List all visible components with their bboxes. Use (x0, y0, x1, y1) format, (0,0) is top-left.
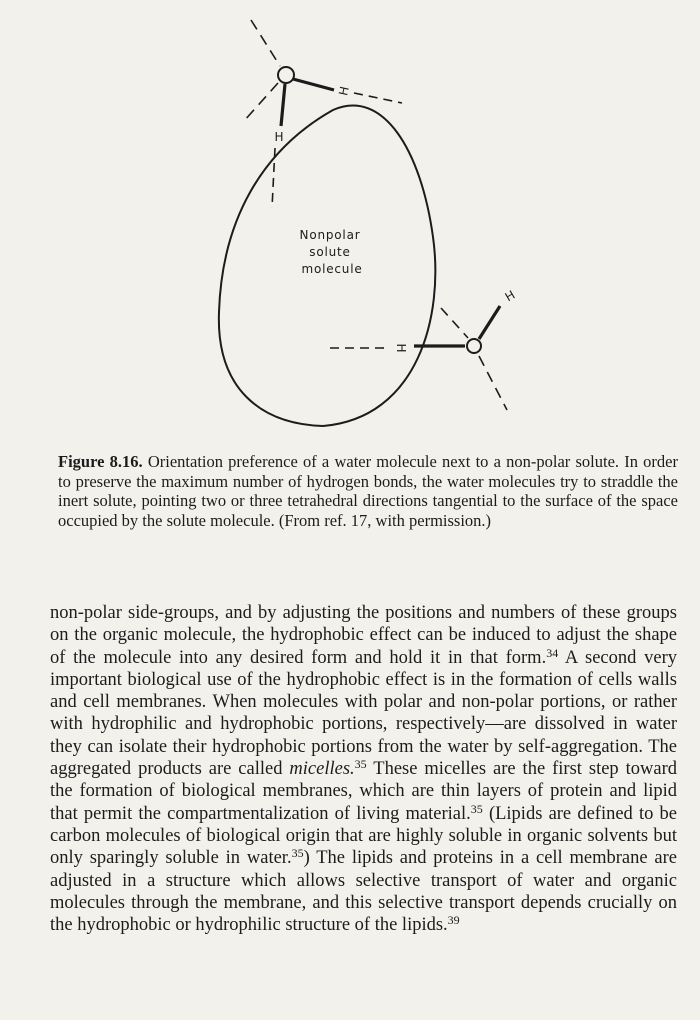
reference-mark: 35 (470, 801, 483, 816)
h-atom-label: H (394, 343, 408, 353)
body-text-2: A second very important biological use of the hydrophobic effect is in the formation of cells walls and cell membranes. When molecules with polar and non-polar portions, or rather with hydrophilic and hydrophobic portions, respectively—are dissolved in water they can isolate their hydrophobic portions from the water by self-aggregation. The aggregated products are called (50, 647, 677, 780)
reference-mark: 39 (447, 913, 460, 928)
reference-mark: 35 (291, 846, 304, 861)
solute-label-line-2: solute (309, 245, 351, 259)
body-text-4: (Lipids are defined to be carbon molecules of biological origin that are highly soluble in organic solvents but only sparingly soluble in water. (50, 803, 677, 869)
solute-label-line-1: Nonpolar (299, 228, 361, 242)
h-atom-label: H (274, 130, 284, 144)
reference-mark: 34 (546, 645, 559, 660)
body-paragraph (50, 602, 677, 936)
body-text-1: non-polar side-groups, and by adjusting the positions and numbers of these groups on the organic molecule, the hydrophobic effect can be induced to adjust the shape of the molecule into any desired form and hold it in that form. (50, 603, 677, 668)
figure-label: Figure 8.16. (58, 452, 143, 471)
body-text-3: These micelles are the first step toward the formation of biological membranes, which are thin layers of protein and lipid that permit the compartmentalization of living material. (50, 759, 677, 824)
reference-mark: 35 (354, 757, 367, 772)
caption-text: Orientation preference of a water molecule next to a non-polar solute. In order to preserve the maximum number of hydrogen bonds, the water molecules try to straddle the inert solute, pointing two or three tetrahedral directions tangential to the surface of the space occupied by the solute molecule. (From ref. 17, with permission.) (58, 452, 678, 530)
figure-caption (58, 452, 678, 530)
body-text-5: ) The lipids and proteins in a cell membrane are adjusted in a structure which allows selective transport of water and organic molecules through the membrane, and this selective transport depends crucially on the hydrophobic or hydrophilic structure of the lipids. (50, 848, 678, 936)
water-solute-figure (0, 0, 700, 440)
solute-label-line-3: molecule (301, 262, 363, 276)
h-atom-label: H (336, 85, 352, 97)
h-atom-label: H (502, 287, 518, 305)
micelles-term: micelles. (289, 759, 355, 780)
